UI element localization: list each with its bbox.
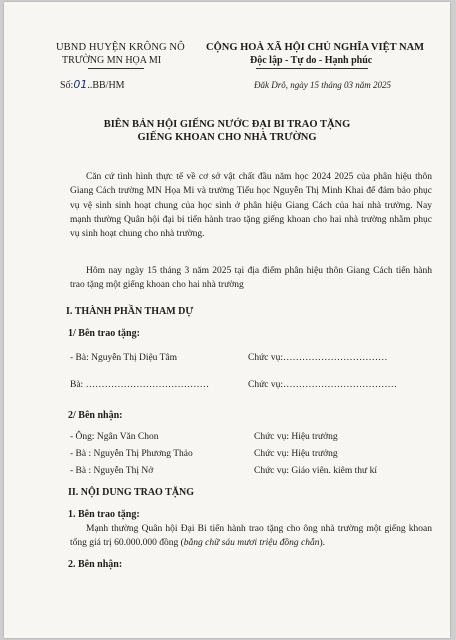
document-page [4,2,450,638]
document-title-line1: BIÊN BẢN HỘI GIẾNG NƯỚC ĐẠI BI TRAO TẶNG [103,119,351,130]
amount-in-words: bằng chữ sáu mươi triệu đồng chẵn [183,538,320,549]
document-title-line2: GIẾNG KHOAN CHO NHÀ TRƯỜNG [137,132,317,143]
divider [88,68,144,69]
document-number [60,78,125,91]
issuing-agency: UBND HUYỆN KRÔNG NÔ [56,42,185,53]
section-donation-content: II. NỘI DUNG TRAO TẶNG [68,487,195,498]
section-participants: I. THÀNH PHẦN THAM DỰ [66,306,194,317]
doc-number-prefix: Số: [60,80,74,91]
paragraph-basis: Căn cứ tình hình thực tế về cơ sở vật chất đầu năm học 2024 2025 của phân hiệu thôn Giang Cách trường MN Họa Mi và trường Tiểu học Nguyễn Thị Minh Khai để đảm bảo phục vụ vệ sinh sinh hoạt chung của học sinh ở phân hiệu Giang Cách của hai nhà trường. Nay mạnh thường Quân hội đại bi tiến hành trao tặng giếng khoan cho hai nhà trường nhằm phục vụ sinh hoạt chung cho nhà trường. [70,172,432,240]
doc-number-suffix: ..BB/HM [87,80,125,91]
giver-heading: 1/ Bên trao tặng: [68,328,140,339]
recipient-subheading: 2. Bên nhận: [68,559,123,570]
receiver-name: - Bà : Nguyễn Thị Nở [70,466,154,476]
country-heading: CỘNG HOÀ XÃ HỘI CHỦ NGHĨA VIỆT NAM [206,42,425,53]
receiver-role: Chức vụ: Hiệu trưởng [254,432,338,442]
doc-number-handwritten: 01 [73,78,88,91]
receiver-role: Chức vụ: Giáo viên. kiêm thư kí [254,466,377,476]
divider [256,68,368,69]
donor-subheading: 1. Bên trao tặng: [68,509,140,520]
receiver-name: - Ông: Ngân Văn Chon [70,432,159,442]
giver-name: Bà: ………………………………… [70,380,210,390]
donation-text: Mạnh thường Quân hội Đại Bi tiến hành trao tặng cho ông nhà trường một giếng khoan tổng giá trị 60.000.000 đồng ( [70,524,432,549]
receiver-role: Chức vụ: Hiệu trưởng [254,449,338,459]
receiver-heading: 2/ Bên nhận: [68,410,123,421]
place-date: Đăk Drô, ngày 15 tháng 03 năm 2025 [254,80,391,90]
giver-role: Chức vụ:…………………………… [248,353,388,363]
giver-name: - Bà: Nguyễn Thị Diệu Tâm [70,353,178,363]
paragraph-date: Hôm nay ngày 15 tháng 3 năm 2025 tại địa điểm phân hiệu thôn Giang Cách tiến hành trao tặng một giếng khoan cho hai nhà trường [70,266,432,291]
donation-text-end: ). [319,538,326,549]
school-name: TRƯỜNG MN HỌA MI [62,55,162,66]
national-motto: Độc lập - Tự do - Hạnh phúc [250,55,373,66]
paragraph-donation [70,522,432,551]
receiver-name: - Bà : Nguyễn Thị Phương Thảo [70,449,193,459]
giver-role: Chức vụ:……………………………… [248,380,397,390]
